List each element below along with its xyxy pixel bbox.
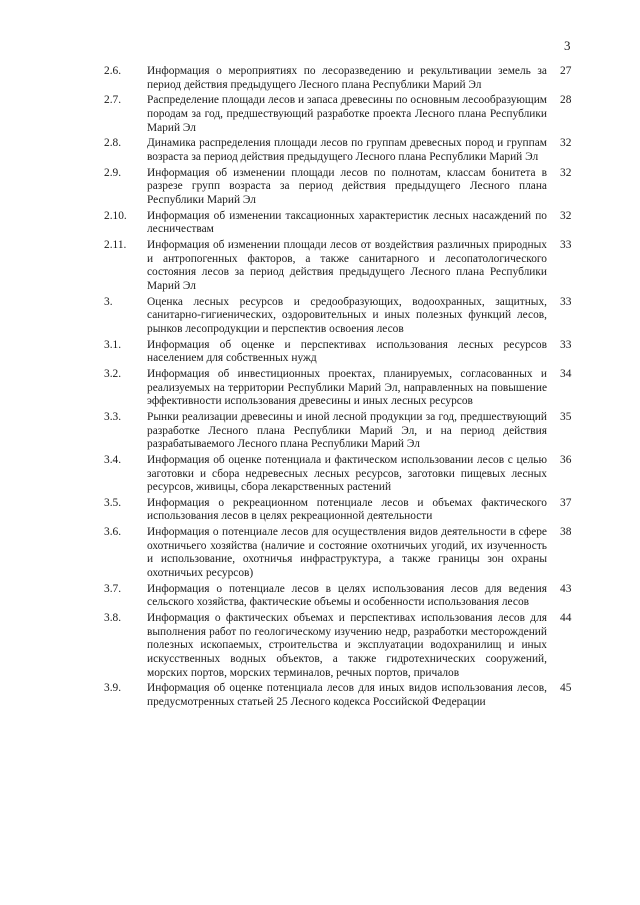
toc-entry-number: 2.8. [104,137,122,150]
toc-entry-number: 3.3. [104,410,122,423]
toc-entry-number: 3.8. [104,612,122,625]
toc-entry [0,368,640,409]
toc-entry-title: Информация об оценке потенциала лесов для иных видов использования лесов, предусмотренных статьей 25 Лесного кодекса Российской Федерации [147,682,547,708]
toc-entry [0,210,640,237]
toc-entry-title: Информация об оценке и перспективах использования лесных ресурсов населением для собственных нужд [147,338,547,365]
toc-entry-title: Информация о фактических объемах и перспективах использования лесов для выполнения работ по геологическому изучению недр, разработки месторождений полезных ископаемых, строительства и эксплуатации водохранилищ и иных искусственных водных объектов, а также гидротехнических сооружений, морских портов, морских терминалов, речных портов, причалов [147,612,547,679]
toc-entry-page: 32 [560,166,572,179]
toc-entry [0,339,640,366]
toc-entry-number: 3.7. [104,582,122,595]
toc-entry-page: 32 [560,209,572,222]
toc-entry-page: 38 [560,526,572,539]
toc-entry [0,296,640,337]
toc-entry-title: Динамика распределения площади лесов по группам древесных пород и группам возраста за период действия предыдущего Лесного плана Республики Марий Эл [147,137,547,163]
toc-entry [0,612,640,680]
toc-entry [0,65,640,92]
toc-entry-title: Информация о потенциале лесов для осуществления видов деятельности в сфере охотничьего хозяйства (наличие и состояние охотничьих угодий, их изученность и использование, охотничья инфраструктура, а также границы зон охраны охотничьих ресурсов) [147,526,547,580]
toc-entry-title: Рынки реализации древесины и иной лесной продукции за год, предшествующий разработке Лесного плана Республики Марий Эл, и на период действия разрабатываемого Лесного плана Республики Марий Эл [147,410,547,451]
toc-entry [0,526,640,580]
toc-entry-number: 2.11. [104,239,127,252]
toc-entry-title: Информация о рекреационном потенциале лесов и объемах фактического использования лесов в целях рекреационной деятельности [147,496,547,523]
toc-entry-title: Информация об оценке потенциала и фактическом использовании лесов с целью заготовки и сбора недревесных лесных ресурсов, заготовки пищевых лесных ресурсов, живицы, сбора лекарственных растений [147,453,547,494]
toc-entry [0,583,640,610]
toc-entry [0,239,640,293]
toc-entry-title: Информация об изменении площади лесов по полнотам, классам бонитета в разрезе групп возраста за период действия предыдущего Лесного плана Республики Марий Эл [147,166,547,206]
toc-entry-page: 43 [560,582,572,595]
toc-entry-number: 3.1. [104,338,122,351]
toc-entry-page: 44 [560,612,572,625]
toc-entry-page: 33 [560,239,572,252]
toc-entry-number: 3.6. [104,526,122,539]
toc-entry-number: 2.6. [104,65,122,77]
toc-entry [0,497,640,524]
toc-entry [0,167,640,208]
table-of-contents [0,65,640,712]
toc-entry-number: 3.2. [104,367,122,380]
toc-entry-number: 3.4. [104,453,122,466]
toc-entry [0,454,640,495]
toc-entry-page: 35 [560,410,572,423]
toc-entry-title: Информация об изменении площади лесов от воздействия различных природных и антропогенных факторов, а также санитарного и лесопатологического состояния лесов за период действия предыдущего Лесного плана Республики Марий Эл [147,239,547,292]
toc-entry-number: 3.5. [104,496,122,509]
toc-entry-number: 2.7. [104,94,122,107]
toc-entry-title: Информация об изменении таксационных характеристик лесных насаждений по лесничествам [147,209,547,236]
toc-entry-number: 2.9. [104,166,122,179]
toc-entry-page: 34 [560,367,572,380]
toc-entry-number: 2.10. [104,209,127,222]
toc-entry-page: 33 [560,338,572,351]
toc-entry [0,411,640,452]
toc-entry-page: 45 [560,682,572,695]
toc-entry-number: 3. [104,295,113,308]
toc-entry-page: 33 [560,295,572,308]
toc-entry-page: 27 [560,65,572,77]
toc-entry-title: Информация об инвестиционных проектах, планируемых, согласованных и реализуемых на территории Республики Марий Эл, направленных на повышение эффективности использования древесины и иных лесных ресурсов [147,367,547,408]
toc-entry-number: 3.9. [104,682,122,695]
toc-entry [0,94,640,135]
toc-entry-page: 32 [560,137,572,150]
page-number: 3 [564,38,571,53]
toc-entry-title: Информация о мероприятиях по лесоразведению и рекультивации земель за период действия предыдущего Лесного плана Республики Марий Эл [147,65,547,91]
toc-entry-page: 36 [560,453,572,466]
toc-entry-title: Распределение площади лесов и запаса древесины по основным лесообразующим породам за год, предшествующий разработке проекта Лесного плана Республики Марий Эл [147,94,547,134]
toc-entry-title: Информация о потенциале лесов в целях использования лесов для ведения сельского хозяйства, фактические объемы и особенности использования лесов [147,582,547,609]
toc-entry-page: 28 [560,94,572,107]
toc-entry-title: Оценка лесных ресурсов и средообразующих, водоохранных, защитных, санитарно-гигиенических, оздоровительных и иных полезных функций лесов, рынков лесопродукции и перспектив освоения лесов [147,295,547,335]
toc-entry [0,137,640,164]
toc-entry [0,682,640,709]
toc-entry-page: 37 [560,496,572,509]
